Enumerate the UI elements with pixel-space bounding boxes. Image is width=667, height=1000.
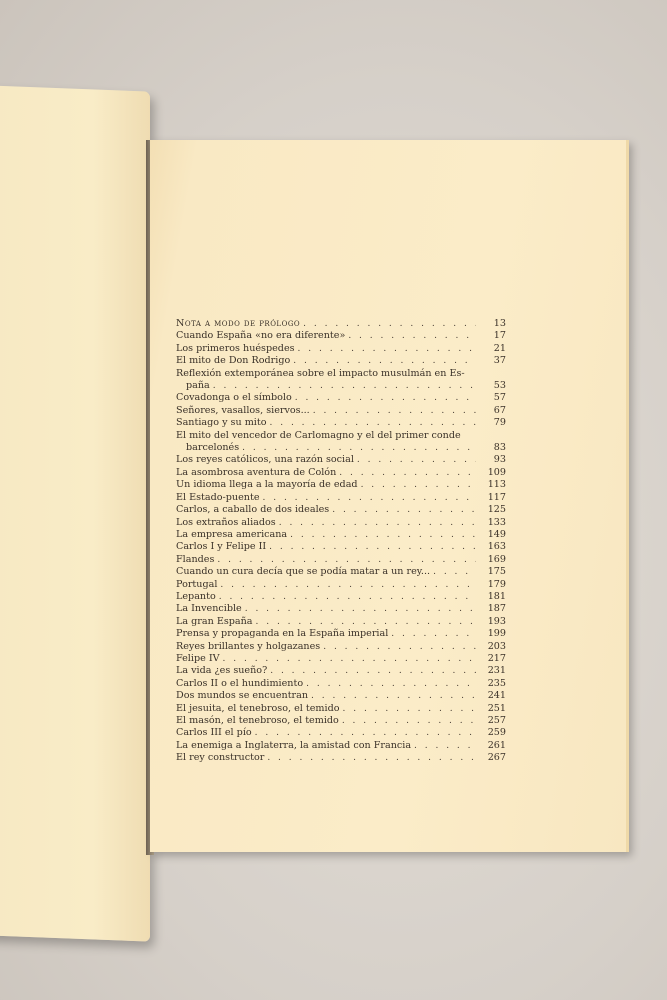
toc-entry-title: Carlos III el pío bbox=[176, 727, 252, 739]
toc-page-number: 203 bbox=[487, 640, 506, 652]
toc-entry bbox=[176, 417, 506, 429]
toc-leader-dots bbox=[270, 665, 476, 677]
toc-entry bbox=[176, 727, 506, 739]
toc-entry bbox=[176, 504, 506, 516]
toc-page-number: 259 bbox=[487, 727, 506, 739]
toc-leader-dots bbox=[220, 579, 476, 591]
toc-entry bbox=[176, 616, 506, 628]
toc-page-number: 83 bbox=[493, 442, 506, 454]
toc-leader-dots bbox=[391, 628, 476, 640]
toc-entry-title: El mito del vencedor de Carlomagno y el del primer conde bbox=[176, 429, 461, 441]
toc-leader-dots bbox=[269, 541, 476, 553]
toc-entry-title: Flandes bbox=[176, 553, 215, 565]
toc-entry bbox=[176, 665, 506, 677]
toc-leader-dots bbox=[279, 517, 476, 529]
toc-entry bbox=[176, 454, 506, 466]
toc-entry-title: Covadonga o el símbolo bbox=[176, 392, 292, 404]
toc-leader-dots bbox=[217, 554, 476, 566]
toc-leader-dots bbox=[242, 442, 476, 454]
toc-page-number: 257 bbox=[487, 715, 506, 726]
toc-leader-dots bbox=[332, 504, 476, 516]
toc-page-number: 109 bbox=[487, 466, 506, 478]
toc-entry-title: Señores, vasallos, siervos... bbox=[176, 404, 310, 416]
toc-entry-title: La enemiga a Inglaterra, la amistad con Francia bbox=[176, 739, 412, 751]
toc-leader-dots bbox=[343, 703, 476, 715]
toc-entry-title: La vida ¿es sueño? bbox=[176, 665, 268, 677]
toc-entry bbox=[176, 430, 506, 455]
toc-page-number: 13 bbox=[493, 318, 506, 329]
toc-entry bbox=[176, 467, 506, 479]
toc-page-number: 235 bbox=[487, 677, 506, 689]
toc-entry bbox=[176, 392, 506, 404]
toc-entry bbox=[176, 318, 506, 330]
toc-entry-title: Carlos, a caballo de dos ideales bbox=[176, 504, 330, 516]
toc-leader-dots bbox=[361, 479, 476, 491]
toc-entry-title: Cuando un cura decía que se podía matar a un rey... bbox=[176, 566, 431, 578]
toc-page-number: 37 bbox=[493, 355, 506, 367]
toc-entry bbox=[176, 628, 506, 640]
toc-entry bbox=[176, 678, 506, 690]
toc-entry bbox=[176, 641, 506, 653]
toc-page-number: 67 bbox=[493, 404, 506, 416]
toc-entry-title: El mito de Don Rodrigo bbox=[176, 355, 291, 367]
toc-entry-title: Nota a modo de prólogo bbox=[176, 318, 301, 329]
toc-entry-title: Reflexión extemporánea sobre el impacto musulmán en Es- bbox=[176, 367, 465, 379]
toc-entry-title: Carlos II o el hundimiento bbox=[176, 677, 304, 689]
toc-leader-dots bbox=[263, 492, 477, 504]
toc-entry bbox=[176, 517, 506, 529]
toc-entry-title: Carlos I y Felipe II bbox=[176, 541, 267, 553]
toc-page-number: 53 bbox=[493, 380, 506, 392]
toc-page-number: 163 bbox=[487, 541, 506, 553]
toc-leader-dots bbox=[290, 529, 476, 541]
toc-page-number: 17 bbox=[493, 330, 506, 342]
toc-leader-dots bbox=[342, 715, 476, 727]
toc-leader-dots bbox=[219, 591, 476, 603]
toc-entry bbox=[176, 603, 506, 615]
toc-page-number: 251 bbox=[487, 702, 506, 714]
toc-page-number: 193 bbox=[487, 615, 506, 627]
toc-entry bbox=[176, 368, 506, 393]
toc-entry-title: El rey constructor bbox=[176, 752, 265, 764]
toc-entry-title: Los extraños aliados bbox=[176, 516, 276, 528]
toc-page-number: 187 bbox=[487, 603, 506, 615]
toc-entry bbox=[176, 343, 506, 355]
toc-entry-title: Felipe IV bbox=[176, 652, 220, 664]
toc-page-number: 93 bbox=[493, 454, 506, 466]
toc-leader-dots bbox=[295, 392, 476, 404]
toc-entry bbox=[176, 541, 506, 553]
toc-page-number: 21 bbox=[493, 342, 506, 354]
toc-page-number: 217 bbox=[487, 652, 506, 664]
toc-entry bbox=[176, 529, 506, 541]
toc-page-number: 125 bbox=[487, 504, 506, 516]
toc-entry-title: Los primeros huéspedes bbox=[176, 342, 295, 354]
toc-leader-dots bbox=[311, 690, 476, 702]
toc-entry-title: Lepanto bbox=[176, 590, 216, 602]
toc-page-number: 267 bbox=[487, 752, 506, 764]
toc-leader-dots bbox=[270, 417, 477, 429]
toc-page-number: 241 bbox=[487, 690, 506, 702]
toc-page-number: 57 bbox=[493, 392, 506, 404]
toc-page-number: 117 bbox=[487, 491, 506, 503]
toc-leader-dots bbox=[313, 405, 476, 417]
toc-leader-dots bbox=[256, 616, 476, 628]
toc-entry-title: La Invencible bbox=[176, 603, 242, 615]
toc-page-number: 179 bbox=[487, 578, 506, 590]
toc-entry bbox=[176, 330, 506, 342]
toc-entry bbox=[176, 752, 506, 764]
toc-page-number: 261 bbox=[487, 739, 506, 751]
toc-page-number: 199 bbox=[487, 628, 506, 640]
toc-page-number: 231 bbox=[487, 665, 506, 677]
toc-entry bbox=[176, 554, 506, 566]
toc-entry bbox=[176, 405, 506, 417]
toc-entry-title: La asombrosa aventura de Colón bbox=[176, 466, 337, 478]
toc-leader-dots bbox=[267, 752, 476, 764]
toc-entry bbox=[176, 579, 506, 591]
toc-leader-dots bbox=[213, 380, 476, 392]
toc-leader-dots bbox=[357, 454, 476, 466]
toc-entry bbox=[176, 566, 506, 578]
toc-leader-dots bbox=[323, 641, 476, 653]
toc-leader-dots bbox=[306, 678, 476, 690]
toc-entry-title: Los reyes católicos, una razón social bbox=[176, 454, 354, 466]
toc-entry-title: La empresa americana bbox=[176, 528, 288, 540]
toc-leader-dots bbox=[433, 566, 476, 578]
toc-page-number: 175 bbox=[487, 566, 506, 578]
toc-entry-title: Dos mundos se encuentran bbox=[176, 690, 309, 702]
toc-leader-dots bbox=[414, 740, 476, 752]
table-of-contents bbox=[176, 318, 506, 765]
toc-leader-dots bbox=[348, 330, 476, 342]
toc-page-number: 133 bbox=[487, 516, 506, 528]
toc-entry-title: El Estado-puente bbox=[176, 491, 260, 503]
toc-leader-dots bbox=[223, 653, 476, 665]
left-page bbox=[0, 84, 150, 941]
toc-entry-title-continued: paña bbox=[186, 380, 210, 392]
toc-leader-dots bbox=[245, 603, 476, 615]
toc-entry bbox=[176, 355, 506, 367]
toc-entry-title: Reyes brillantes y holgazanes bbox=[176, 640, 321, 652]
toc-entry-title-continued: barcelonés bbox=[186, 442, 240, 454]
toc-entry bbox=[176, 653, 506, 665]
toc-entry-title: Prensa y propaganda en la España imperial bbox=[176, 628, 389, 640]
toc-leader-dots bbox=[339, 467, 476, 479]
toc-entry bbox=[176, 479, 506, 491]
toc-entry-title: El jesuita, el tenebroso, el temido bbox=[176, 702, 340, 714]
toc-entry bbox=[176, 492, 506, 504]
toc-leader-dots bbox=[298, 343, 476, 355]
toc-entry-title: El masón, el tenebroso, el temido bbox=[176, 715, 339, 726]
toc-entry bbox=[176, 591, 506, 603]
toc-page-number: 79 bbox=[493, 417, 506, 429]
toc-entry bbox=[176, 740, 506, 752]
toc-entry bbox=[176, 715, 506, 727]
toc-entry-title: Cuando España «no era diferente» bbox=[176, 330, 346, 342]
toc-entry-title: Portugal bbox=[176, 578, 218, 590]
toc-page-number: 149 bbox=[487, 528, 506, 540]
toc-entry bbox=[176, 703, 506, 715]
toc-entry-title: Un idioma llega a la mayoría de edad bbox=[176, 479, 358, 491]
toc-entry bbox=[176, 690, 506, 702]
toc-leader-dots bbox=[255, 727, 476, 739]
toc-page-number: 113 bbox=[487, 479, 506, 491]
toc-leader-dots bbox=[293, 355, 476, 367]
toc-entry-title: La gran España bbox=[176, 615, 253, 627]
toc-leader-dots bbox=[303, 318, 476, 330]
toc-entry-title: Santiago y su mito bbox=[176, 417, 267, 429]
toc-page-number: 181 bbox=[487, 590, 506, 602]
toc-page-number: 169 bbox=[487, 553, 506, 565]
